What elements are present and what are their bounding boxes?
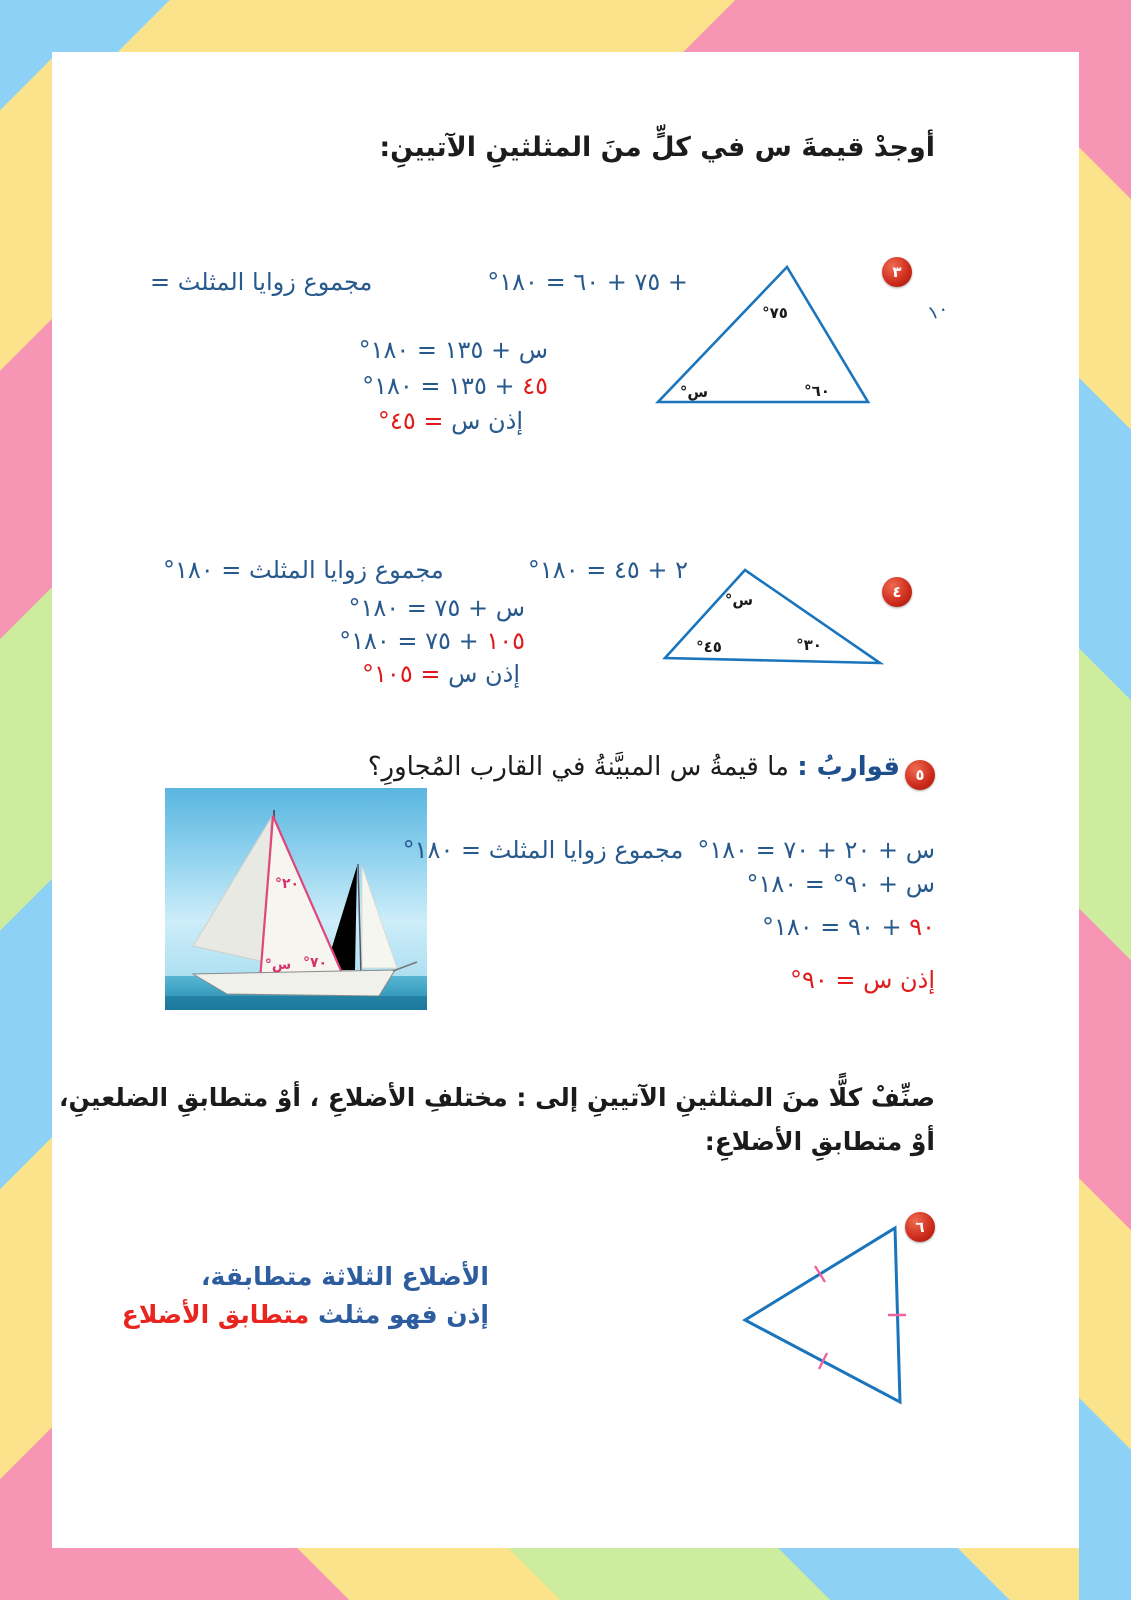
p4-equation-line-1 xyxy=(163,556,688,584)
p4-eq1: ٢ + ٤٥ = ١٨٠° xyxy=(527,556,688,584)
p3-equation-line-3 xyxy=(362,372,548,400)
p3-eq3-red: ٤٥ xyxy=(522,372,548,400)
boat-photo xyxy=(165,788,427,1010)
tick-mark-top-side xyxy=(815,1266,825,1282)
problem-5-keyword: قواربُ : xyxy=(797,752,900,782)
p6-answer xyxy=(122,1258,489,1334)
p3-eq3-rest: + ١٣٥ = ١٨٠° xyxy=(362,372,515,400)
sail-angle-right: ٧٠° xyxy=(302,955,328,971)
sail-angle-top: ٢٠° xyxy=(274,876,300,892)
border-stripes-right xyxy=(1079,0,1131,1600)
angle-label-top: ٧٥° xyxy=(762,304,788,322)
p3-equation-line-2: س + ١٣٥ = ١٨٠° xyxy=(358,336,548,364)
p3-conclusion-line xyxy=(378,407,523,435)
problem-5-question-text: ما قيمةُ س المبيَّنةُ في القارب المُجاورِ؟ xyxy=(367,752,789,782)
p4-equation-line-3 xyxy=(339,627,525,655)
p4-equation-line-2: س + ٧٥ = ١٨٠° xyxy=(348,594,525,622)
p3-eq1: + ٧٥ + ٦٠ = ١٨٠° xyxy=(487,268,688,296)
classify-line-1: صنِّفْ كلًّا منَ المثلثينِ الآتيينِ إلى : مختلفِ الأضلاعِ ، أوْ متطابقِ الضلعينِ، xyxy=(59,1083,935,1112)
page-title: أوجدْ قيمةَ س في كلٍّ منَ المثلثينِ الآتيينِ: xyxy=(379,132,935,163)
p4-conclusion-line xyxy=(362,660,520,688)
problem-6-badge: ٦ xyxy=(905,1212,935,1242)
p6-answer-red: متطابق الأضلاع xyxy=(121,1300,310,1329)
p5-eq1: س + ٢٠ + ٧٠ = ١٨٠° xyxy=(697,836,935,864)
p3-eq1-label: مجموع زوايا المثلث = xyxy=(150,268,373,296)
p4-eq3-rest: + ٧٥ = ١٨٠° xyxy=(339,627,479,655)
angle-label-top: س° xyxy=(724,591,754,609)
p5-equation-line-3 xyxy=(762,913,935,941)
border-stripes-left xyxy=(0,0,52,1600)
border-stripes-top xyxy=(0,0,1131,52)
triangle-outline xyxy=(745,1228,900,1402)
p6-answer-blue: إذن فهو مثلث xyxy=(317,1300,489,1329)
angle-label-right: ٦٠° xyxy=(804,382,830,400)
p4-conclusion-blue: إذن س xyxy=(448,660,520,688)
problem-5-question xyxy=(368,752,900,782)
problem-5-badge: ٥ xyxy=(905,760,935,790)
p3-equation-line-1 xyxy=(150,268,688,296)
problem-4-triangle xyxy=(655,553,887,671)
p5-eq1-label: مجموع زوايا المثلث = ١٨٠° xyxy=(402,836,684,864)
p6-answer-line-2 xyxy=(122,1296,489,1334)
sail-angle-left: س° xyxy=(264,957,292,973)
angle-label-left: ٤٥° xyxy=(696,638,722,656)
classify-instruction xyxy=(59,1076,935,1164)
boat-illustration xyxy=(165,788,427,1010)
p5-equation-line-1 xyxy=(403,836,935,864)
problem-3-badge: ٣ xyxy=(882,257,912,287)
p3-conclusion-blue: إذن س xyxy=(451,407,523,435)
p4-eq3-red: ١٠٥ xyxy=(486,627,525,655)
classify-line-2: أوْ متطابقِ الأضلاعِ: xyxy=(704,1127,935,1156)
triangle-outline xyxy=(658,267,868,402)
problem-4-badge: ٤ xyxy=(882,577,912,607)
p4-eq1-label: مجموع زوايا المثلث = ١٨٠° xyxy=(163,556,444,584)
water-reflection xyxy=(165,996,427,1010)
p5-equation-line-2: س + ٩٠° = ١٨٠° xyxy=(746,870,935,898)
p5-eq3-red: ٩٠ xyxy=(909,913,935,941)
problem-6-triangle xyxy=(733,1213,913,1413)
problem-3-margin-note: ١٠ xyxy=(924,297,952,325)
border-stripes-bottom xyxy=(0,1548,1131,1600)
angle-label-left: س° xyxy=(679,383,709,401)
p5-conclusion-line: إذن س = ٩٠° xyxy=(789,966,935,994)
p3-conclusion-red: = ٤٥° xyxy=(377,407,444,435)
angle-label-right: ٣٠° xyxy=(796,636,822,654)
p5-eq3-rest: + ٩٠ = ١٨٠° xyxy=(762,913,902,941)
hull xyxy=(193,970,395,996)
p6-answer-line-1: الأضلاع الثلاثة متطابقة، xyxy=(201,1262,489,1291)
p4-conclusion-red: = ١٠٥° xyxy=(362,660,441,688)
